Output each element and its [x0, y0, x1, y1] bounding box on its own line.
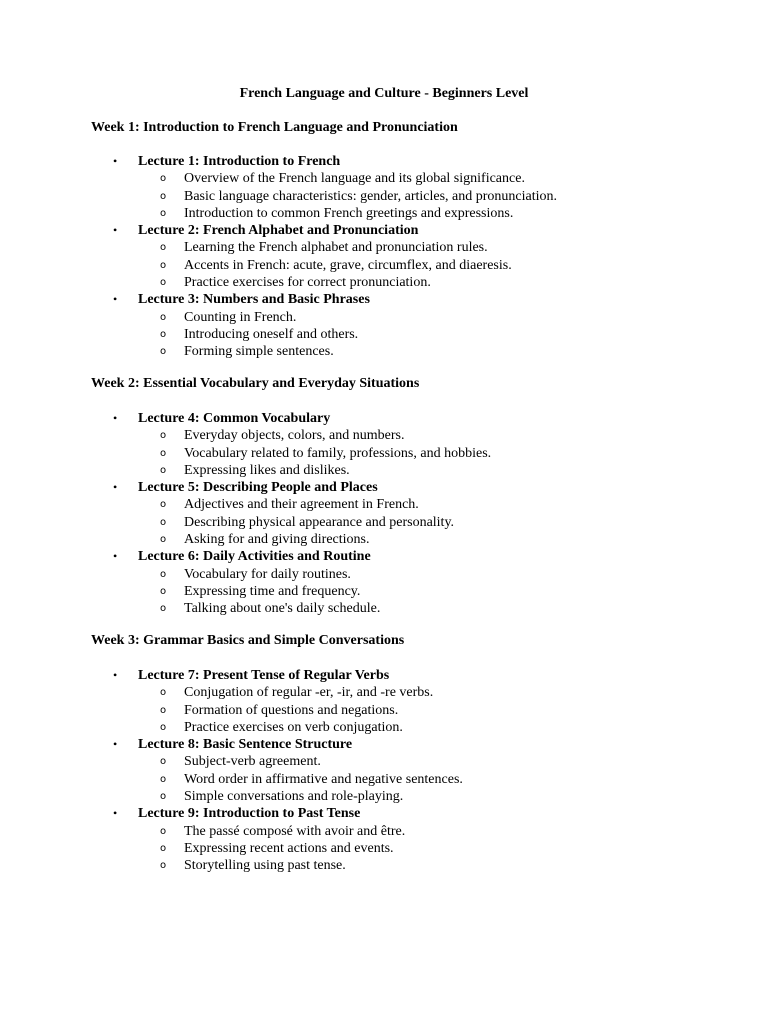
- list-item: [0, 753, 768, 770]
- circle-bullet-icon: o: [160, 516, 167, 528]
- circle-bullet-icon: o: [160, 568, 167, 580]
- topic-text: Introduction to common French greetings and expressions.: [184, 205, 514, 221]
- document-title: French Language and Culture - Beginners Level: [239, 86, 529, 101]
- circle-bullet-icon: o: [160, 346, 167, 358]
- list-item: [0, 445, 768, 462]
- lecture-title: Lecture 7: Present Tense of Regular Verbs: [138, 668, 390, 683]
- list-item: [0, 326, 768, 343]
- list-item: [0, 531, 768, 548]
- list-item: [0, 274, 768, 291]
- lecture-8: [0, 736, 768, 805]
- topic-text: Counting in French.: [184, 309, 297, 325]
- lecture-title: Lecture 9: Introduction to Past Tense: [138, 806, 361, 822]
- bullet-icon: •: [113, 292, 118, 307]
- topic-text: Practice exercises for correct pronunciation.: [184, 275, 431, 291]
- lecture-topics: [0, 239, 768, 291]
- topic-text: Expressing likes and dislikes.: [184, 462, 350, 478]
- lecture-topics: [0, 566, 768, 618]
- circle-bullet-icon: o: [160, 860, 167, 872]
- topic-text: Accents in French: acute, grave, circumflex, and diaeresis.: [184, 257, 512, 273]
- circle-bullet-icon: o: [160, 603, 167, 615]
- circle-bullet-icon: o: [160, 791, 167, 803]
- list-item: [0, 719, 768, 736]
- list-item: [0, 343, 768, 360]
- circle-bullet-icon: o: [160, 585, 167, 597]
- week-heading-2: Week 2: Essential Vocabulary and Everyday Situations: [91, 376, 420, 391]
- topic-text: Subject-verb agreement.: [184, 754, 321, 770]
- circle-bullet-icon: o: [160, 430, 167, 442]
- topic-text: Expressing time and frequency.: [184, 583, 361, 599]
- circle-bullet-icon: o: [160, 687, 167, 699]
- circle-bullet-icon: o: [160, 704, 167, 716]
- bullet-icon: •: [113, 549, 118, 564]
- bullet-icon: •: [113, 154, 118, 168]
- topic-text: Adjectives and their agreement in French.: [184, 497, 419, 513]
- circle-bullet-icon: o: [160, 499, 167, 511]
- topic-text: Word order in affirmative and negative sentences.: [184, 771, 463, 787]
- topic-text: Simple conversations and role-playing.: [184, 789, 404, 805]
- bullet-icon: •: [113, 223, 118, 238]
- list-item: [0, 309, 768, 326]
- list-item: [0, 583, 768, 600]
- topic-text: Overview of the French language and its global significance.: [184, 171, 525, 187]
- topic-text: Describing physical appearance and personality.: [184, 514, 455, 530]
- bullet-icon: •: [113, 806, 118, 821]
- topic-text: Basic language characteristics: gender, articles, and pronunciation.: [184, 188, 558, 204]
- circle-bullet-icon: o: [160, 242, 167, 254]
- circle-bullet-icon: o: [160, 447, 167, 459]
- bullet-icon: •: [113, 411, 118, 425]
- list-item: [0, 257, 768, 274]
- list-item: [0, 427, 768, 444]
- circle-bullet-icon: o: [160, 207, 167, 219]
- lecture-title: Lecture 8: Basic Sentence Structure: [138, 737, 353, 753]
- topic-text: Everyday objects, colors, and numbers.: [184, 428, 405, 444]
- circle-bullet-icon: o: [160, 328, 167, 340]
- week-heading-1: Week 1: Introduction to French Language and Pronunciation: [91, 120, 458, 135]
- week-2-lectures: [0, 410, 768, 618]
- lecture-topics: [0, 427, 768, 479]
- lecture-topics: [0, 753, 768, 805]
- list-item: [0, 205, 768, 222]
- lecture-2: [0, 222, 768, 291]
- list-item: [0, 239, 768, 256]
- lecture-topics: [0, 823, 768, 875]
- topic-text: Expressing recent actions and events.: [184, 840, 394, 856]
- week-heading-3: Week 3: Grammar Basics and Simple Conversations: [91, 633, 405, 648]
- circle-bullet-icon: o: [160, 825, 167, 837]
- circle-bullet-icon: o: [160, 464, 167, 476]
- lecture-9: [0, 805, 768, 874]
- week-3-lectures: [0, 667, 768, 875]
- lecture-topics: [0, 170, 768, 222]
- circle-bullet-icon: o: [160, 773, 167, 785]
- topic-text: Forming simple sentences.: [184, 344, 334, 360]
- topic-text: Asking for and giving directions.: [184, 532, 370, 548]
- lecture-title: Lecture 2: French Alphabet and Pronunciation: [138, 223, 419, 239]
- list-item: [0, 840, 768, 857]
- lecture-1: [0, 153, 768, 222]
- topic-text: The passé composé with avoir and être.: [184, 823, 406, 839]
- list-item: [0, 857, 768, 874]
- lecture-title: Lecture 3: Numbers and Basic Phrases: [138, 292, 370, 308]
- lecture-6: [0, 548, 768, 617]
- topic-text: Introducing oneself and others.: [184, 326, 359, 342]
- topic-text: Talking about one's daily schedule.: [184, 601, 381, 617]
- list-item: [0, 823, 768, 840]
- list-item: [0, 496, 768, 513]
- list-item: [0, 788, 768, 805]
- circle-bullet-icon: o: [160, 311, 167, 323]
- circle-bullet-icon: o: [160, 721, 167, 733]
- circle-bullet-icon: o: [160, 173, 167, 185]
- list-item: [0, 188, 768, 205]
- lecture-topics: [0, 684, 768, 736]
- circle-bullet-icon: o: [160, 756, 167, 768]
- circle-bullet-icon: o: [160, 259, 167, 271]
- topic-text: Learning the French alphabet and pronunciation rules.: [184, 240, 488, 256]
- lecture-7: [0, 667, 768, 736]
- week-1-lectures: [0, 153, 768, 361]
- circle-bullet-icon: o: [160, 190, 167, 202]
- list-item: [0, 462, 768, 479]
- bullet-icon: •: [113, 480, 118, 495]
- list-item: [0, 684, 768, 701]
- topic-text: Storytelling using past tense.: [184, 858, 346, 874]
- topic-text: Practice exercises on verb conjugation.: [184, 719, 403, 735]
- lecture-title: Lecture 5: Describing People and Places: [138, 480, 378, 496]
- lecture-title: Lecture 6: Daily Activities and Routine: [138, 549, 371, 565]
- lecture-3: [0, 291, 768, 360]
- lecture-topics: [0, 496, 768, 548]
- list-item: [0, 514, 768, 531]
- lecture-title: Lecture 4: Common Vocabulary: [138, 411, 331, 426]
- bullet-icon: •: [113, 668, 118, 682]
- circle-bullet-icon: o: [160, 842, 167, 854]
- lecture-title: Lecture 1: Introduction to French: [138, 154, 341, 169]
- lecture-topics: [0, 309, 768, 361]
- circle-bullet-icon: o: [160, 534, 167, 546]
- bullet-icon: •: [113, 737, 118, 752]
- list-item: [0, 702, 768, 719]
- list-item: [0, 566, 768, 583]
- lecture-5: [0, 479, 768, 548]
- list-item: [0, 771, 768, 788]
- circle-bullet-icon: o: [160, 277, 167, 289]
- topic-text: Vocabulary related to family, professions, and hobbies.: [184, 445, 492, 461]
- list-item: [0, 170, 768, 187]
- topic-text: Vocabulary for daily routines.: [184, 566, 351, 582]
- lecture-4: [0, 410, 768, 479]
- topic-text: Formation of questions and negations.: [184, 702, 399, 718]
- topic-text: Conjugation of regular -er, -ir, and -re verbs.: [184, 685, 434, 701]
- list-item: [0, 600, 768, 617]
